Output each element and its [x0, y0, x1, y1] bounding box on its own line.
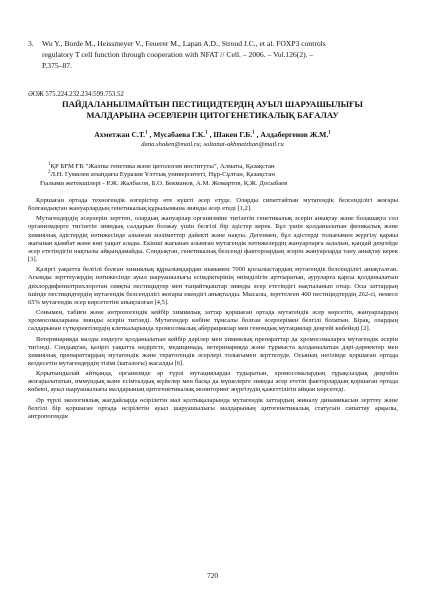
reference-number: 3. — [28, 39, 34, 48]
author-3: Шакен Г.Б. — [213, 130, 253, 139]
paragraph-2: Мутагендердің әсерлерін зерттеп, олардың жануарлар организміне тигізетін генетикалық әсерін анықтау және болашақта сол организмдерге тигізетін зияндық салдарын болжау үшін белгілі бір әдістер керек. Бұл үшін қолданылатын физикалық және химиялық әдістердің нәтижесінде алынған мәліметтер дәйекті және нақты. Дегенмен, бұл әдістерді толығымен жүргізу қаржы жағынан қымбат және көп уақыт алады. Екінші жағынан алынған мутагендік нәтижелердің жануарларға залалын, қандай деңгейде әсер ететіндігін нақтылы айқындамайды. Сондықтан, генетикалық белсенді факторлардың әсерін жануарларда тану анықтау керек [3]. — [28, 215, 398, 264]
author-4: Алдабергенов Ж.М. — [260, 130, 329, 139]
reference-line-2: regulatory T cell function through cooperation with NFAT // Cell. – 2006. – Vol.126(2). – — [42, 50, 314, 60]
paragraph-3: Қазіргі уақытта белгілі болған химиялық құрылымдардан шамамен 7000 қосылыстардың мутагендік белсенділігі анықталған. Ағымды зерттеулердің нәтижесінде ауыл шаруашылығы есімдіктерінің өнімділігін арттыратын, ауруларға қарсы қолданылатын дихлордифенилтрихлорэтан сияқты пестицидтер мен тыңайтқыштар зиянды әсер ететіндігі нақтыланып отыр. Осы заттардың ішінде пестицидтердің мутагендік белсенділігі жоғары екендігі анықталды. Мысалы, зерттелген 400 пестицидтердің 262-сі, немесе 65% мутагендік әсер көрсететіні анықталған [4,5]. — [28, 266, 398, 306]
reference-line-1: Wu Y., Borde M., Heissmeyer V., Feuerer M., Lapan A.D., Stroud J.C., et al. FOXP3 controls — [42, 39, 326, 48]
affiliation-2 — [40, 171, 400, 179]
author-1: Ахметжан С.Т. — [94, 130, 146, 139]
affiliation-2-text: Л.Н. Гумилев атындағы Еуразия Ұлттық университеті, Нұр-Сұлтан, Қазақстан — [50, 171, 275, 179]
affiliations — [40, 163, 400, 188]
title-line-1: ПАЙДАЛАНЫЛМАЙТЫН ПЕСТИЦИДТЕРДІҢ АУЫЛ ШАРУАШЫЛЫҒЫ — [62, 99, 363, 109]
paragraph-5: Ветеринарияда малды емдеуге қолданылатын кейбір дәрілер мен химиялық препараттар да хромосомаларға мутагендік әсерін тигізеді. Сондықтан, қазіргі уақытта өндірісте, медицинада, ветеринарияда және тұрмыста қолданылатын дәрі-дәрмектер мен химиялық препараттардың мутагендік және тератогендік әсерлері толығымен зерттелуде. Осының негізінде қоршаған ортада кездесетін мутагендердің тізімі (каталогы) жасалды [6]. — [28, 335, 398, 367]
email-line-1: dana.shaken@mail.ru; saltanat-akhmetzhan@mail.ru — [141, 141, 284, 148]
paragraph-1: Қоршаған ортада техногендік өзгерістер өте күшті әсер етуде. Оларды сипаттайтын мутагендік белсенділігі жоғары болғандықтан жануарлардың генетикалық құрылымына зиянды әсер етеді [1,2]. — [28, 197, 398, 213]
article-title — [40, 99, 385, 122]
affiliation-1-text: ҚР БҒМ ҒК "Жалпы генетика және цитология институты", Алматы, Қазақстан — [50, 163, 275, 170]
paragraph-4: Сонымен, табиғи және антропогендік кейбір химиялық заттар қоршаған ортада мутагендік әсер көрсетіп, жануарлардың хромосомаларына зиянды әсерін тигізеді. Мутагендер көбіне тұмсалы болған әсерлерімен белгілі болатын. Бірақ, олардың салдарынан сүтқоректілердің клеткаларында хромосомалық аберрациялар мен геномдық мутациялар деңгейі көбейеді [2]. — [28, 309, 398, 333]
paragraph-7: Әр түрлі экологиялық жағдайларда өсірілетін мал қолтықаларында мутагендік заттардың жиналу динамикасын зерттеу және белгілі бір қоршаған ортада өсірілетін ауыл шаруашылығы малдарының цитогенетикалық статусын сипаттау арқылы, антропогендік — [28, 396, 398, 420]
page-number: 720 — [206, 571, 219, 580]
author-2-affiliation: 1 — [205, 130, 208, 136]
author-2: Мусабаева Г.К. — [153, 130, 206, 139]
article-body — [28, 197, 398, 423]
author-3-affiliation: 1 — [252, 130, 255, 136]
author-1-affiliation: 1 — [145, 130, 148, 136]
author-list: Ахметжан С.Т.$^1$ , Мусабаева Г.К.$^1$ , Шакен Г.Б.$^1$ , Алдабергенов Ж.М.$^1$ — [94, 130, 331, 139]
reference-line-3: P.375–87. — [42, 61, 72, 71]
title-line-2: МАЛДАРЫНА ӘСЕРЛЕРІН ЦИТОГЕНЕТИКАЛЫҚ БАҒАЛАУ — [86, 110, 339, 121]
udc-code: ӘОЖ 575.224.232.234:599.753.52 — [28, 91, 124, 98]
author-4-affiliation: 1 — [328, 130, 331, 136]
supervisors-line: Ғылыми жетекшілері - Р.Ж. Жалбасов, Б.О. Бекманов, А.М. Жомартов, Қ.Ж. Досыбаев — [40, 179, 288, 187]
author-emails — [20, 141, 405, 150]
affiliation-2-marker: 2 — [48, 170, 51, 176]
reference-entry — [28, 38, 388, 72]
paragraph-6: Қорытындылай айтқанда, организмде әр түрлі мутацияларды тудыратын, хромосомалардың тұрақсыздық деңгейін жоғарылататын, иммундық және есімталдық жүйелер мен басқа да мүшелерге зиянды әсер ететін факторлардың қоршаған ортада көбеюі, ауыл шаруашылығы малдарының цитогенетикалық мониторинг жүргізудің қажеттілігін айқын көрсетеді. — [28, 370, 398, 394]
affiliation-1-marker: 1 — [48, 161, 51, 167]
